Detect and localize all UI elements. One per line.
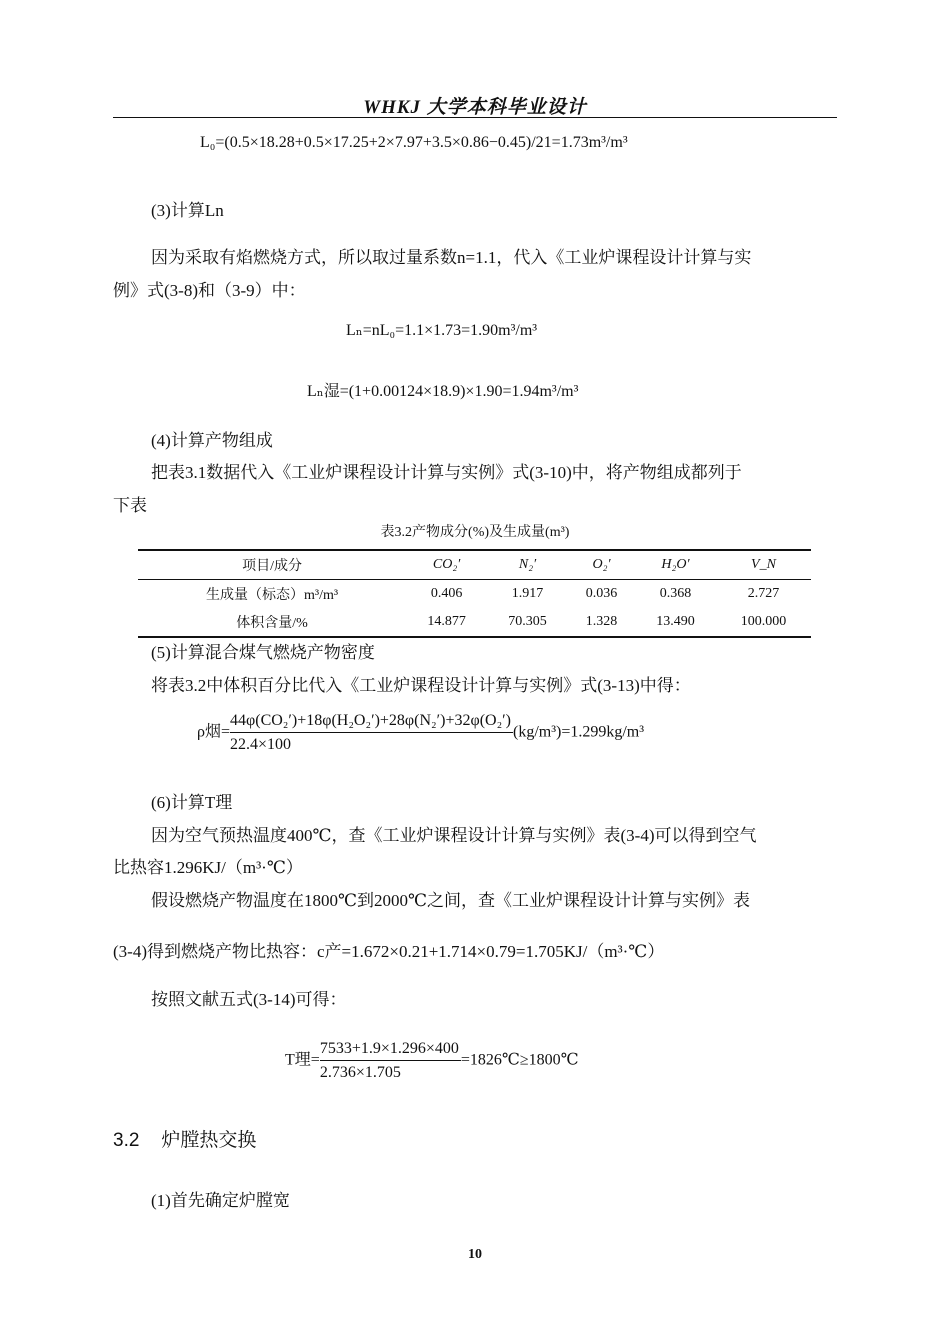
- formula-l0: L₀=(0.5×18.28+0.5×17.25+2×7.97+3.5×0.86−0.45)/21=1.73m³/m³: [200, 134, 628, 151]
- formula-t-denominator: 2.736×1.705: [319, 1064, 401, 1081]
- table-cell: 0.036: [585, 586, 618, 601]
- product-composition-table: [138, 549, 811, 638]
- paragraph-3: 将表3.2中体积百分比代入《工业炉课程设计计算与实例》式(3-13)中得：: [151, 676, 691, 695]
- paragraph-1-line-1: 因为采取有焰燃烧方式，所以取过量系数n=1.1，代入《工业炉课程设计计算与实: [151, 248, 752, 267]
- formula-rho-suffix: (kg/m³)=1.299kg/m³: [512, 723, 645, 741]
- table-header-cell: O₂′: [568, 550, 635, 580]
- paragraph-2-line-1: 把表3.1数据代入《工业炉课程设计计算与实例》式(3-10)中，将产物组成都列于: [151, 463, 742, 482]
- paragraph-5-line-1: 假设燃烧产物温度在1800℃到2000℃之间，查《工业炉课程设计计算与实例》表: [151, 891, 751, 910]
- table-cell: 1.917: [511, 586, 544, 601]
- table-cell: 100.000: [716, 608, 811, 637]
- paragraph-4-line-2: 比热容1.296KJ/（m³·℃）: [113, 858, 303, 877]
- paragraph-6: 按照文献五式(3-14)可得：: [151, 990, 347, 1009]
- table-cell: 0.406: [430, 586, 463, 601]
- table-row: [138, 580, 811, 609]
- table-header-cell: H₂O′: [635, 550, 716, 580]
- formula-rho-numerator: 44φ(CO₂′)+18φ(H₂O₂′)+28φ(N₂′)+32φ(O₂′): [230, 712, 513, 733]
- formula-t-prefix: T理=: [285, 1051, 320, 1069]
- table-row: [138, 608, 811, 637]
- table-header-row: [138, 550, 811, 580]
- formula-t-numerator: 7533+1.9×1.296×400: [320, 1040, 461, 1061]
- step-6-heading: (6)计算T理: [151, 793, 233, 812]
- formula-ln: Lₙ=nL₀=1.1×1.73=1.90m³/m³: [346, 322, 538, 339]
- table-cell: 14.877: [406, 608, 487, 637]
- paragraph-2-line-2: 下表: [113, 496, 147, 515]
- paragraph-1-line-2: 例》式(3-8)和（3-9）中：: [113, 281, 306, 300]
- table-cell: 1.328: [568, 608, 635, 637]
- table-cell: 2.727: [747, 586, 780, 601]
- table-header-cell: N₂′: [487, 550, 568, 580]
- step-4-heading: (4)计算产物组成: [151, 431, 273, 450]
- table-header-cell: V_N: [716, 550, 811, 580]
- formula-rho-denominator: 22.4×100: [230, 736, 292, 753]
- step-5-heading: (5)计算混合煤气燃烧产物密度: [151, 643, 375, 662]
- page-header-title: WHKJ 大学本科毕业设计: [363, 97, 587, 118]
- formula-ln-wet: Lₙ湿=(1+0.00124×18.9)×1.90=1.94m³/m³: [307, 383, 579, 400]
- formula-t-suffix: =1826℃≥1800℃: [460, 1051, 579, 1069]
- section-number: 3.2: [113, 1130, 140, 1151]
- table-header-cell: CO₂′: [406, 550, 487, 580]
- table-cell: 70.305: [487, 608, 568, 637]
- page-number: 10: [468, 1247, 482, 1262]
- table-cell: 0.368: [659, 586, 692, 601]
- table-header-cell: 项目/成分: [138, 550, 406, 580]
- section-title: 炉膛热交换: [161, 1130, 257, 1151]
- table-cell: 体积含量/%: [138, 608, 406, 637]
- subsection-1-heading: (1)首先确定炉膛宽: [151, 1191, 290, 1210]
- table-cell: 生成量（标态）m³/m³: [206, 588, 339, 603]
- formula-rho: [197, 712, 644, 754]
- header-rule: [113, 117, 837, 118]
- table-caption: 表3.2产物成分(%)及生成量(m³): [380, 525, 570, 540]
- paragraph-4-line-1: 因为空气预热温度400℃，查《工业炉课程设计计算与实例》表(3-4)可以得到空气: [151, 826, 757, 845]
- formula-t-theory: [285, 1040, 579, 1082]
- step-3-heading: (3)计算Ln: [151, 201, 224, 220]
- paragraph-5-line-2: (3-4)得到燃烧产物比热容：c产=1.672×0.21+1.714×0.79=1.705KJ/（m³·℃）: [113, 942, 665, 961]
- formula-rho-fraction: [230, 712, 513, 754]
- table-cell: 13.490: [635, 608, 716, 637]
- formula-rho-prefix: ρ烟=: [197, 723, 231, 741]
- section-heading: [113, 1125, 256, 1152]
- formula-t-fraction: [320, 1040, 461, 1082]
